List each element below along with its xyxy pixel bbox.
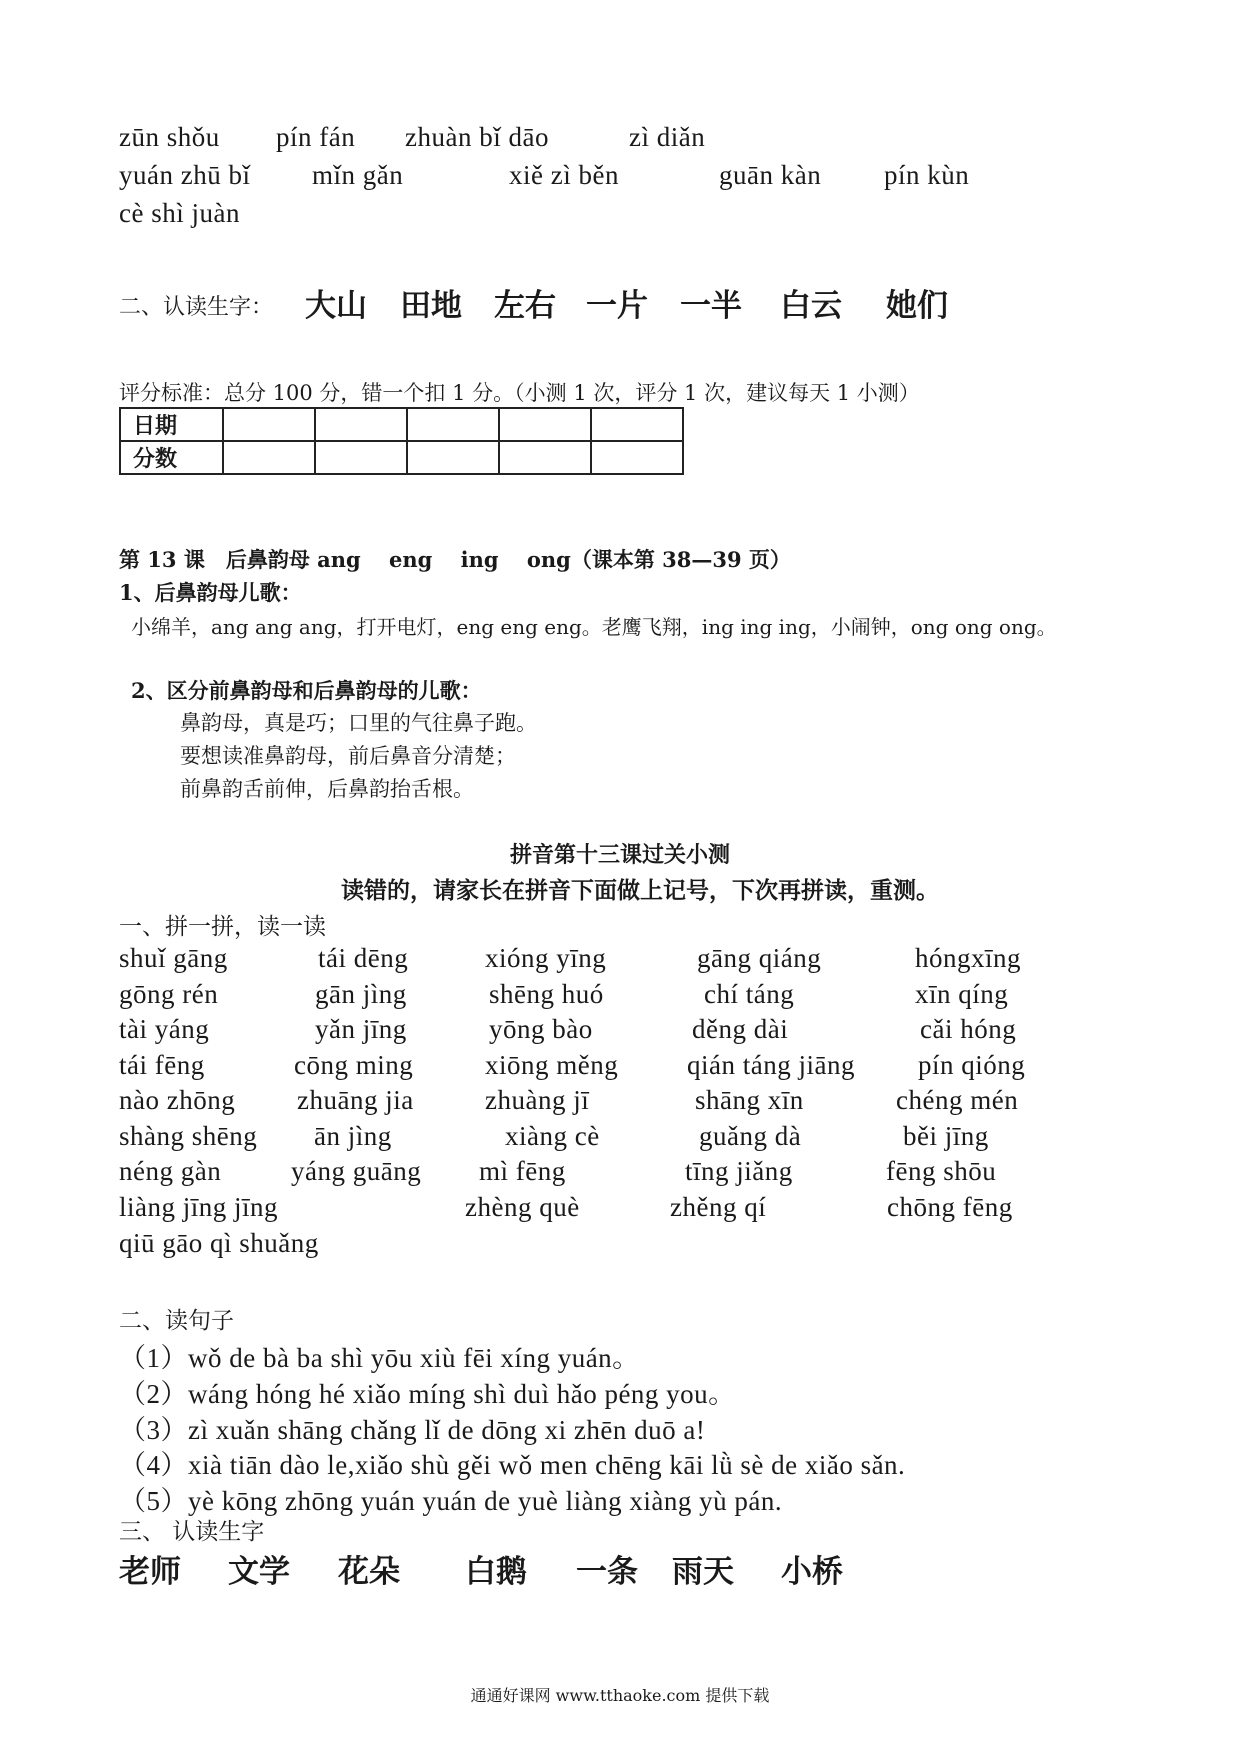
pinyin-word: běi jīng [903, 1121, 989, 1151]
hanzi-word: 小桥 [781, 1554, 843, 1590]
hanzi-word: 一片 [586, 288, 648, 324]
scoring-standard: 评分标准：总分 100 分，错一个扣 1 分。（小测 1 次，评分 1 次，建议每天 1 小测） [119, 381, 920, 405]
quiz-subtitle: 读错的，请家长在拼音下面做上记号，下次再拼读，重测。 [341, 877, 939, 904]
pinyin-word: mǐn gǎn [312, 160, 404, 190]
pinyin-word: tái dēng [318, 943, 409, 973]
hanzi-word: 雨天 [672, 1554, 734, 1590]
table-row [120, 408, 683, 441]
pinyin-word: xiōng měng [485, 1050, 619, 1080]
footer-credit: 通通好课网 www.tthaoke.com 提供下载 [470, 1686, 770, 1705]
hanzi-word: 田地 [400, 288, 462, 324]
pinyin-word: gōng rén [119, 979, 219, 1009]
hanzi-word: 白鹅 [465, 1554, 527, 1590]
pinyin-word: tái fēng [119, 1050, 205, 1080]
pinyin-word: gān jìng [315, 979, 407, 1009]
pinyin-word: pín qióng [918, 1050, 1026, 1080]
pinyin-word: yǎn jīng [315, 1014, 407, 1044]
pinyin-word: shēng huó [489, 979, 604, 1009]
pinyin-word: yōng bào [489, 1014, 593, 1044]
pinyin-word: shàng shēng [119, 1121, 258, 1151]
pinyin-word: shuǐ gāng [119, 943, 228, 973]
pinyin-word: xīn qíng [915, 979, 1009, 1009]
pinyin-word: xiě zì běn [509, 160, 619, 190]
prev-chars-label: 二、认读生字： [119, 295, 274, 320]
date-cell[interactable] [407, 408, 499, 441]
pinyin-word: nào zhōng [119, 1085, 236, 1115]
sentence: （4）xià tiān dào le,xiǎo shù gěi wǒ men chēng kāi lǜ sè de xiǎo sǎn. [119, 1450, 906, 1480]
pinyin-word: chōng fēng [887, 1192, 1013, 1222]
pinyin-word: zhuàng jī [485, 1085, 590, 1115]
pinyin-word: shāng xīn [695, 1085, 804, 1115]
sentence: （3）zì xuǎn shāng chǎng lǐ de dōng xi zhēn duō a! [119, 1415, 706, 1445]
pinyin-word: liàng jīng jīng [119, 1192, 278, 1222]
pinyin-word: guǎng dà [699, 1121, 802, 1151]
pinyin-word: qián táng jiāng [687, 1050, 855, 1080]
table-row [120, 441, 683, 474]
song2-line: 要想读准鼻韵母，前后鼻音分清楚； [180, 744, 516, 768]
pinyin-word: cè shì juàn [119, 198, 240, 228]
song2-line: 鼻韵母，真是巧；口里的气往鼻子跑。 [180, 711, 537, 735]
pinyin-word: fēng shōu [886, 1156, 997, 1186]
song1-text: 小绵羊，ang ang ang，打开电灯，eng eng eng。老鹰飞翔，ing ing ing，小闹钟，ong ong ong。 [131, 615, 1057, 639]
lesson-title: 第 13 课 后鼻韵母 ang eng ing ong（课本第 38—39 页） [119, 547, 791, 572]
date-cell[interactable] [591, 408, 683, 441]
score-cell[interactable] [407, 441, 499, 474]
song1-heading: 1、后鼻韵母儿歌： [119, 580, 302, 605]
date-cell[interactable] [223, 408, 315, 441]
pinyin-word: pín kùn [884, 160, 970, 190]
pinyin-word: zhuāng jia [297, 1085, 414, 1115]
pinyin-word: zhěng qí [670, 1192, 767, 1222]
pinyin-word: zūn shǒu [119, 122, 220, 152]
date-cell[interactable] [499, 408, 591, 441]
pinyin-word: néng gàn [119, 1156, 222, 1186]
pinyin-word: zhèng què [465, 1192, 580, 1222]
pinyin-word: hóngxīng [915, 943, 1022, 973]
pinyin-word: qiū gāo qì shuǎng [119, 1228, 319, 1258]
score-cell[interactable] [591, 441, 683, 474]
date-label: 日期 [120, 408, 223, 441]
score-table [119, 407, 684, 475]
hanzi-word: 白云 [780, 288, 842, 324]
pinyin-word: tài yáng [119, 1014, 210, 1044]
pinyin-word: mì fēng [479, 1156, 566, 1186]
pinyin-word: yuán zhū bǐ [119, 160, 251, 190]
pinyin-word: cǎi hóng [920, 1014, 1017, 1044]
pinyin-word: děng dài [692, 1014, 789, 1044]
score-label: 分数 [120, 441, 223, 474]
pinyin-word: xiàng cè [505, 1121, 600, 1151]
song2-heading: 2、区分前鼻韵母和后鼻韵母的儿歌： [131, 678, 482, 703]
section3-label: 三、 认读生字 [119, 1519, 265, 1545]
hanzi-word: 大山 [305, 288, 367, 324]
sentence: （2）wáng hóng hé xiǎo míng shì duì hǎo péng you。 [119, 1379, 736, 1409]
pinyin-word: xióng yīng [485, 943, 607, 973]
score-cell[interactable] [223, 441, 315, 474]
quiz-title: 拼音第十三课过关小测 [509, 842, 730, 868]
pinyin-word: cōng ming [294, 1050, 414, 1080]
hanzi-word: 花朵 [338, 1554, 400, 1590]
score-cell[interactable] [499, 441, 591, 474]
section1-label: 一、拼一拼，读一读 [119, 914, 326, 940]
hanzi-word: 一条 [576, 1554, 638, 1590]
hanzi-word: 她们 [886, 288, 948, 324]
pinyin-word: gāng qiáng [697, 943, 822, 973]
pinyin-word: guān kàn [719, 160, 822, 190]
pinyin-word: zì diǎn [629, 122, 706, 152]
sentence: （1）wǒ de bà ba shì yōu xiù fēi xíng yuán。 [119, 1343, 640, 1373]
hanzi-word: 一半 [680, 288, 742, 324]
pinyin-word: yáng guāng [291, 1156, 422, 1186]
pinyin-word: chéng mén [896, 1085, 1019, 1115]
sentence: （5）yè kōng zhōng yuán yuán de yuè liàng xiàng yù pán. [119, 1486, 783, 1516]
pinyin-word: tīng jiǎng [685, 1156, 793, 1186]
section2-label: 二、读句子 [119, 1308, 234, 1334]
pinyin-word: chí táng [704, 979, 795, 1009]
hanzi-word: 文学 [228, 1554, 290, 1590]
pinyin-word: pín fán [276, 122, 356, 152]
pinyin-word: ān jìng [314, 1121, 392, 1151]
date-cell[interactable] [315, 408, 407, 441]
hanzi-word: 左右 [494, 288, 556, 324]
hanzi-word: 老师 [119, 1554, 181, 1590]
pinyin-word: zhuàn bǐ dāo [405, 122, 549, 152]
song2-line: 前鼻韵舌前伸，后鼻韵抬舌根。 [180, 777, 474, 801]
score-cell[interactable] [315, 441, 407, 474]
